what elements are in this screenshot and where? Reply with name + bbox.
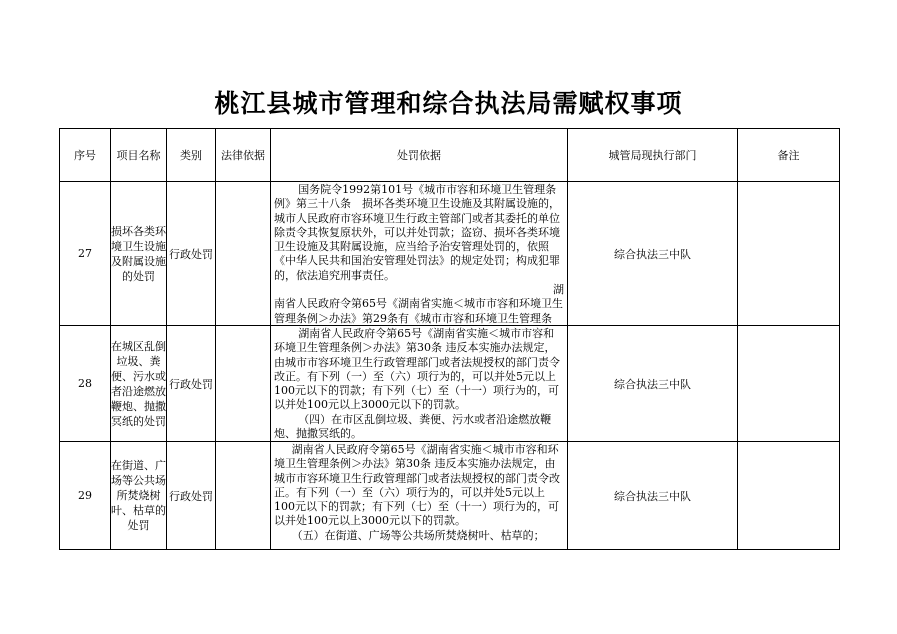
row-seq: 28 [60, 326, 111, 442]
header-row [60, 129, 840, 182]
row-remarks [738, 442, 840, 550]
row-penalty-basis [271, 326, 568, 442]
header-dept: 城管局现执行部门 [568, 129, 738, 182]
basis-paragraph: 湖南省人民政府令第65号《湖南省实施＜城市市容和环境卫生管理条例＞办法》第30条 违反本实施办法规定，由城市市容环境卫生行政管理部门或者法规授权的部门责令改正。有下列（一）至（六）项行为的，可以并处5元以上100元以下的罚款；有下列（七）至（十一）项行为的，可以并处100元以上3000元以下的罚款。 [274, 327, 560, 412]
row-legal-basis [216, 326, 271, 442]
table-row [60, 182, 840, 326]
row-dept: 综合执法三中队 [568, 326, 738, 442]
row-remarks [738, 326, 840, 442]
table-row [60, 326, 840, 442]
row-item-name: 在街道、广场等公共场所焚烧树叶、枯草的处罚 [111, 442, 167, 550]
table-row [60, 442, 840, 550]
row-item-name: 损坏各类环境卫生设施及附属设施的处罚 [111, 182, 167, 326]
row-seq: 29 [60, 442, 111, 550]
page-title: 桃江县城市管理和综合执法局需赋权事项 [214, 89, 683, 118]
header-item-name: 项目名称 [111, 129, 167, 182]
row-legal-basis [216, 442, 271, 550]
basis-paragraph: 湖 [553, 283, 564, 297]
basis-paragraph: 湖南省人民政府令第65号《湖南省实施＜城市市容和环境卫生管理条例＞办法》第30条 违反本实施办法规定，由城市市容环境卫生行政管理部门或者法规授权的部门责令改正。有下列（一）至（六）项行为的，可以并处5元以上100元以下的罚款；有下列（七）至（十一）项行为的，可以并处100元以上3000元以下的罚款。 [274, 443, 560, 528]
basis-paragraph: （五）在街道、广场等公共场所焚烧树叶、枯草的； [291, 528, 545, 542]
header-seq: 序号 [60, 129, 111, 182]
header-remarks: 备注 [738, 129, 840, 182]
authorization-table [59, 128, 840, 550]
header-penalty-basis: 处罚依据 [271, 129, 568, 182]
row-category: 行政处罚 [167, 326, 216, 442]
row-category: 行政处罚 [167, 182, 216, 326]
header-category: 类别 [167, 129, 216, 182]
row-category: 行政处罚 [167, 442, 216, 550]
row-seq: 27 [60, 182, 111, 326]
row-item-name: 在城区乱倒垃圾、粪便、污水或者沿途燃放鞭炮、抛撒冥纸的处罚 [111, 326, 167, 442]
row-legal-basis [216, 182, 271, 326]
row-dept: 综合执法三中队 [568, 442, 738, 550]
row-remarks [738, 182, 840, 326]
row-penalty-basis [271, 182, 568, 326]
row-dept: 综合执法三中队 [568, 182, 738, 326]
basis-paragraph: （四）在市区乱倒垃圾、粪便、污水或者沿途燃放鞭炮、抛撒冥纸的。 [274, 412, 552, 440]
header-legal-basis: 法律依据 [216, 129, 271, 182]
row-penalty-basis [271, 442, 568, 550]
basis-paragraph: 国务院令1992第101号《城市市容和环境卫生管理条例》第三十八条 损坏各类环境卫生设施及其附属设施的，城市人民政府市容环境卫生行政主管部门或者其委托的单位除责令其恢复原状外，可以并处罚款；盗窃、损坏各类环境卫生设施及其附属设施，应当给予治安管理处罚的，依照《中华人民共和国治安管理处罚法》的规定处罚；构成犯罪的，依法追究刑事责任。 [274, 183, 560, 282]
basis-paragraph: 南省人民政府令第65号《湖南省实施＜城市市容和环境卫生管理条例＞办法》第29条有《城市市容和环境卫生管理条 [274, 297, 563, 324]
